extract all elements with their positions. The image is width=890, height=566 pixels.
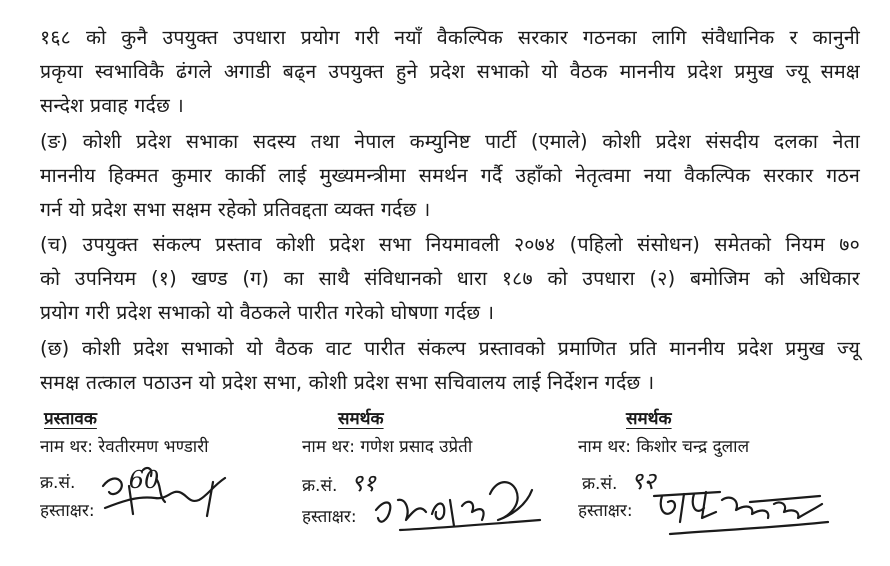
signatory-name: रेवतीरमण भण्डारी (98, 437, 209, 457)
signatory-number-row (582, 464, 656, 497)
body-line-4: (ङ) कोशी प्रदेश सभाका सदस्य तथा नेपाल कम्युनिष्ट पार्टी (एमाले) कोशी प्रदेश संसदीय दलका नेता (40, 130, 860, 153)
name-label: नाम थर: (578, 437, 631, 457)
signatory-name: गणेश प्रसाद उप्रेती (360, 437, 473, 457)
body-line-11: समक्ष तत्काल पठाउन यो प्रदेश सभा, कोशी प्रदेश सभा सचिवालय लाई निर्देशन गर्दछ । (40, 371, 655, 394)
handwritten-signature (95, 456, 235, 526)
body-line-7: (च) उपयुक्त संकल्प प्रस्ताव कोशी प्रदेश सभा नियमावली २०७४ (पहिलो संसोधन) समेतको नियम ७० (40, 233, 860, 256)
signatory-name-row (40, 434, 209, 457)
handwritten-signature (650, 478, 840, 542)
body-line-3: सन्देश प्रवाह गर्दछ । (40, 94, 184, 117)
name-label: नाम थर: (40, 437, 93, 457)
number-label: क्र.सं. (582, 474, 618, 494)
signature-label: हस्ताक्षर: (40, 501, 95, 521)
signature-label-row (302, 504, 357, 527)
signatory-name-row (302, 434, 472, 457)
signatory-number: ९२ (630, 467, 656, 495)
handwritten-signature (370, 470, 550, 540)
body-line-2: प्रकृया स्वभाविकै ढंगले अगाडी बढ्न उपयुक्त हुने प्रदेश सभाको यो वैठक माननीय प्रदेश प्रमुख ज्यू समक्ष (40, 60, 860, 83)
body-line-9: प्रयोग गरी प्रदेश सभाको यो वैठकले पारीत गरेको घोषणा गर्दछ । (40, 301, 495, 324)
signature-label-row (578, 498, 633, 521)
signature-label: हस्ताक्षर: (578, 501, 633, 521)
signatory-name: किशोर चन्द्र दुलाल (636, 437, 750, 457)
body-line-5: माननीय हिक्मत कुमार कार्की लाई मुख्यमन्त्रीमा समर्थन गर्दै उहाँको नेतृत्वमा नया वैकल्पिक सरकार गठन (40, 164, 860, 187)
number-label: क्र.सं. (302, 476, 338, 496)
signatory-number: ९१ (350, 469, 376, 497)
body-line-10: (छ) कोशी प्रदेश सभाको यो वैठक वाट पारीत संकल्प प्रस्तावको प्रमाणित प्रति माननीय प्रदेश प्रमुख ज्यू (40, 337, 860, 360)
signature-label: हस्ताक्षर: (302, 507, 357, 527)
signatory-name-row (578, 434, 749, 457)
body-line-8: को उपनियम (१) खण्ड (ग) का साथै संविधानको धारा १८७ को उपधारा (२) बमोजिम को अधिकार (40, 267, 860, 290)
body-line-6: गर्न यो प्रदेश सभा सक्षम रहेको प्रतिवद्दता व्यक्त गर्दछ । (40, 198, 431, 221)
signatory-role: प्रस्तावक (44, 409, 97, 429)
signatory-number: 60 (128, 466, 160, 494)
signatory-number-row (302, 466, 376, 499)
number-label: क्र.सं. (40, 473, 76, 493)
signature-label-row (40, 498, 95, 521)
name-label: नाम थर: (302, 437, 355, 457)
body-line-1: १६८ को कुनै उपयुक्त उपधारा प्रयोग गरी नयाँ वैकल्पिक सरकार गठनका लागि संवैधानिक र कानुनी (40, 26, 860, 49)
signatory-role: समर्थक (338, 409, 384, 429)
signatory-role: समर्थक (626, 409, 672, 429)
